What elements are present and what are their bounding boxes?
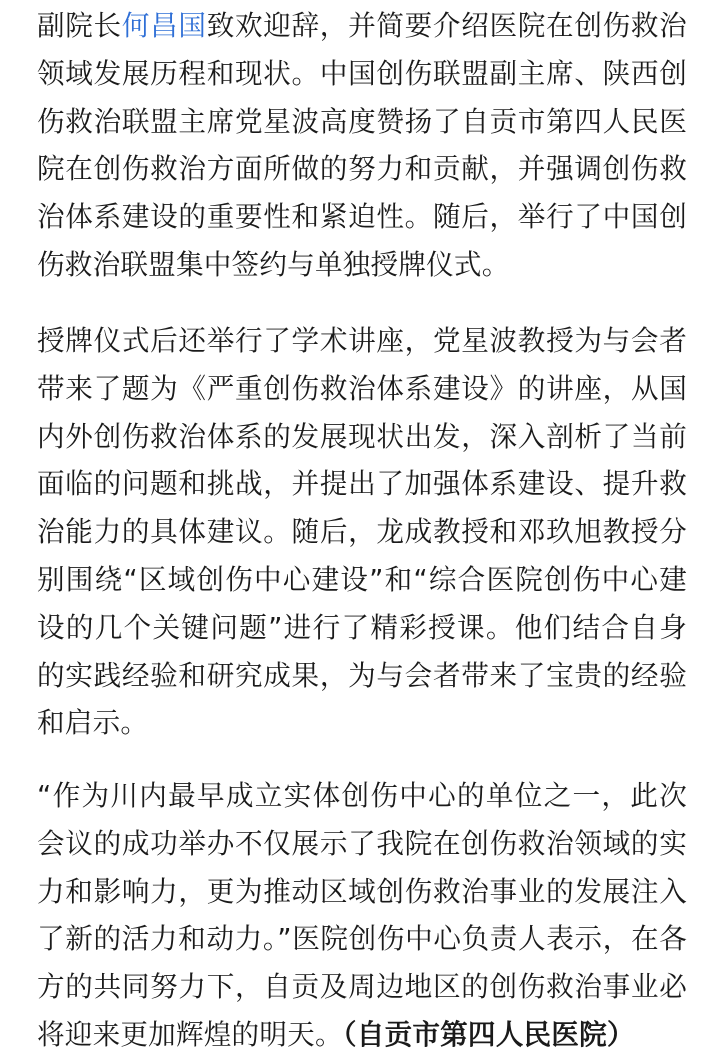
article-source: （自贡市第四人民医院）: [342, 1017, 635, 1051]
paragraph-lecture: [37, 317, 687, 747]
paragraph-prefix: 副院长: [37, 9, 122, 42]
paragraph-text: 致欢迎辞，并简要介绍医院在创伤救治领域发展历程和现状。中国创伤联盟副主席、陕西创伤救治联盟主席党星波高度赞扬了自贡市第四人民医院在创伤救治方面所做的努力和贡献，并强调创伤救治体系建设的重要性和紧迫性。随后，举行了中国创伤救治联盟集中签约与单独授牌仪式。: [37, 9, 687, 281]
paragraph-quote: [37, 772, 687, 1059]
paragraph-text: “作为川内最早成立实体创伤中心的单位之一，此次会议的成功举办不仅展示了我院在创伤救治领域的实力和影响力，更为推动区域创伤救治事业的发展注入了新的活力和动力。”医院创伤中心负责人表示，在各方的共同努力下，自贡及周边地区的创伤救治事业必将迎来更加辉煌的明天。: [37, 779, 687, 1051]
paragraph-text: 授牌仪式后还举行了学术讲座，党星波教授为与会者带来了题为《严重创伤救治体系建设》的讲座，从国内外创伤救治体系的发展现状出发，深入剖析了当前面临的问题和挑战，并提出了加强体系建设、提升救治能力的具体建议。随后，龙成教授和邓玖旭教授分别围绕“区域创伤中心建设”和“综合医院创伤中心建设的几个关键问题”进行了精彩授课。他们结合自身的实践经验和研究成果，为与会者带来了宝贵的经验和启示。: [37, 324, 687, 740]
paragraph-welcome: [37, 2, 687, 289]
person-name-link[interactable]: 何昌国: [121, 9, 207, 42]
